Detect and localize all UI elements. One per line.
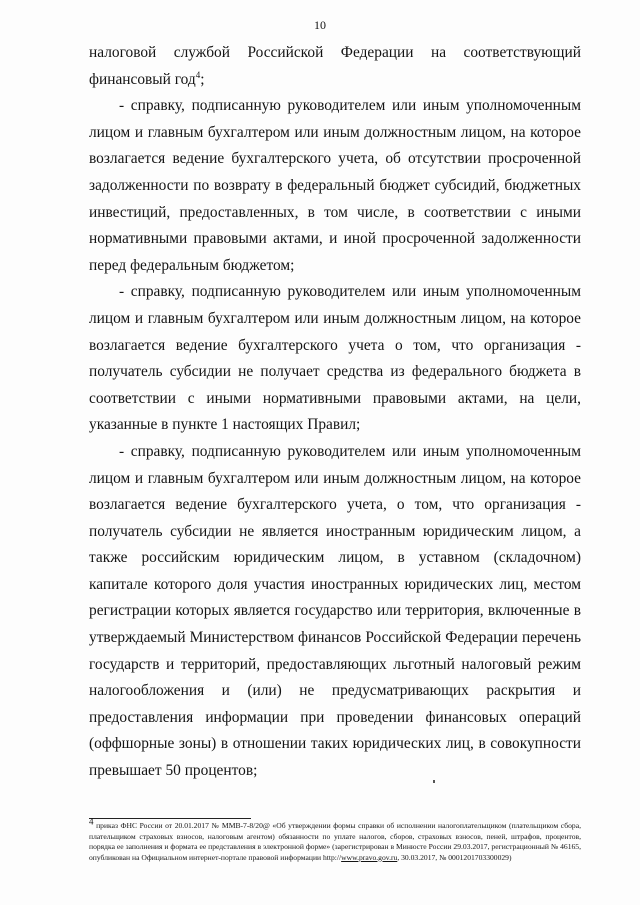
footnote-mark: 4 bbox=[89, 816, 94, 827]
footnote-reference[interactable]: 4 bbox=[195, 69, 201, 80]
document-body bbox=[89, 40, 581, 785]
paragraph-funding-certificate: - справку, подписанную руководителем или иным уполномоченным лицом и главным бухгалтером или иным должностным лицом, на которое возлагается ведение бухгалтерского учета о том, что организация - получатель субсидии не получает средства из федерального бюджета в соответствии с иными нормативными правовыми актами, на цели, указанные в пункте 1 настоящих Правил; bbox=[89, 283, 581, 434]
footnote-link[interactable]: www.pravo.gov.ru bbox=[341, 852, 398, 862]
footnote-separator bbox=[89, 818, 251, 819]
paragraph-text: финансовый год bbox=[89, 70, 196, 88]
scan-speck bbox=[433, 780, 435, 783]
footnote bbox=[89, 816, 581, 863]
paragraph-debt-certificate: - справку, подписанную руководителем или иным уполномоченным лицом и главным бухгалтером или иным должностным лицом, на которое возлагается ведение бухгалтерского учета, об отсутствии просроченной задолженности по возврату в федеральный бюджет субсидий, бюджетных инвестиций, предоставленных, в том числе, в соответствии с иными нормативными правовыми актами, и иной просроченной задолженности перед федеральным бюджетом; bbox=[89, 97, 581, 274]
paragraph-continuation-end bbox=[89, 67, 581, 94]
footnote-text: приказ ФНС России от 20.01.2017 № ММВ-7-8/20@ «Об утверждении формы справки об исполнении налогоплательщиком (плательщиком сбора, плательщиком страховых взносов, налоговым агентом) обязанности по уплате налогов, сборов, страховых взносов, пеней, штрафов, процентов, порядка ее заполнения и формата ее представления в электронной форме» (зарегистрирован в Минюсте России 29.03.2017, регистрационный № 46165, опубликован на Официальном интернет-портале правовой информации http:// bbox=[89, 821, 581, 862]
footnote-text-end: , 30.03.2017, № 0001201703300029) bbox=[397, 852, 512, 862]
paragraph-foreign-entity-certificate: - справку, подписанную руководителем или иным уполномоченным лицом и главным бухгалтером или иным должностным лицом, на которое возлагается ведение бухгалтерского учета, о том, что организация - получатель субсидии не является иностранным юридическим лицом, а также российским юридическим лицом, в уставном (складочном) капитале которого доля участия иностранных юридических лиц, местом регистрации которых является государство или территория, включенные в утверждаемый Министерством финансов Российской Федерации перечень государств и территорий, предоставляющих льготный налоговый режим налогообложения и (или) не предусматривающих раскрытия и предоставления информации при проведении финансовых операций (оффшорные зоны) в отношении таких юридических лиц, в совокупности превышает 50 процентов; bbox=[89, 442, 581, 780]
paragraph-continuation-line: налоговой службой Российской Федерации на соответствующий bbox=[89, 44, 581, 61]
page-number: 10 bbox=[314, 18, 326, 32]
paragraph-punctuation: ; bbox=[200, 70, 205, 88]
